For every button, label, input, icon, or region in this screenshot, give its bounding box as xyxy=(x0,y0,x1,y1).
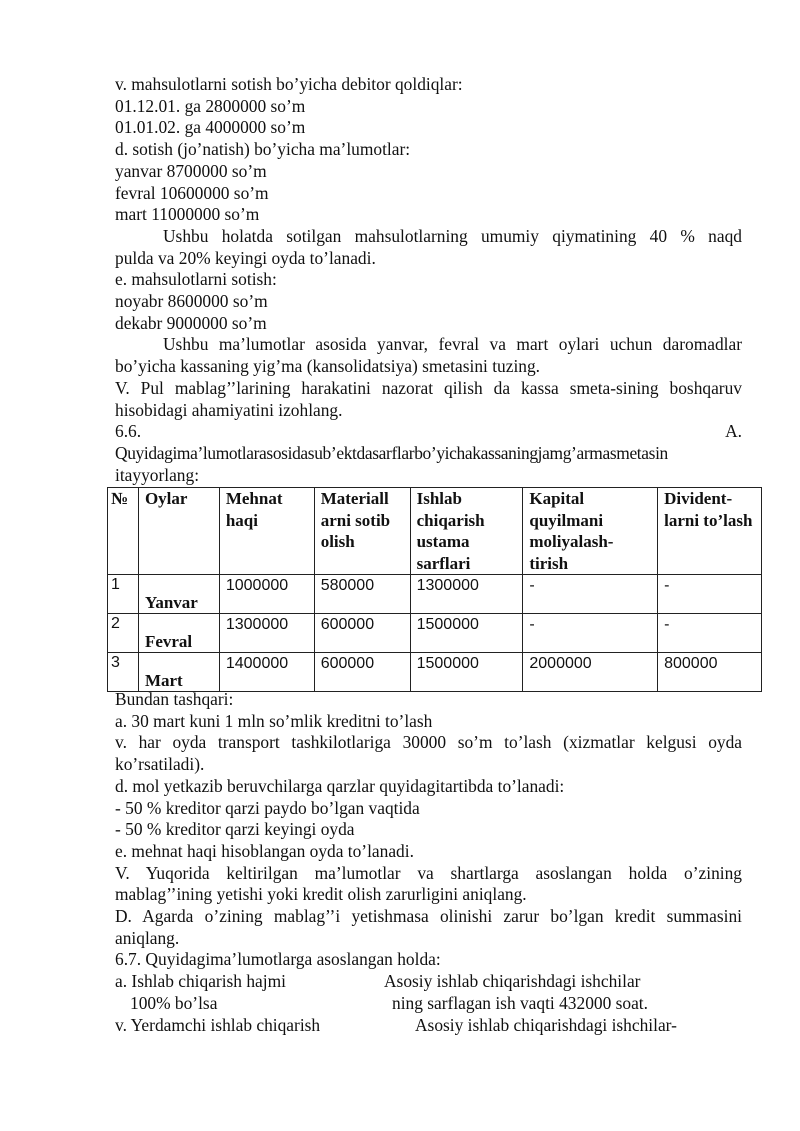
paragraph-line: V. Yuqorida keltirilgan ma’lumotlar va shartlarga asoslangan holda o’zining xyxy=(115,862,742,883)
text-line: a. 30 mart kuni 1 mln so’mlik kreditni to’lash xyxy=(115,710,433,731)
paragraph-line: mablag’’ining yetishi yoki kredit olish zarurligini aniqlang. xyxy=(115,884,527,905)
text-line: mart 11000000 so’m xyxy=(115,204,260,225)
row-number: 3 xyxy=(108,653,139,692)
two-column-line xyxy=(115,971,742,993)
task-heading xyxy=(115,421,742,443)
document-upper-text xyxy=(115,74,742,486)
table-cell: - xyxy=(658,575,762,614)
two-column-line xyxy=(115,1015,742,1037)
table-cell: 2000000 xyxy=(523,653,658,692)
column-header: Mehnat haqi xyxy=(219,488,314,575)
text-line: v. mahsulotlarni sotish bo’yicha debitor qoldiqlar: xyxy=(115,74,463,94)
table-header-row xyxy=(108,488,762,575)
paragraph-line: itayyorlang: xyxy=(115,464,200,485)
column-header: Materiall arni sotib olish xyxy=(314,488,410,575)
paragraph-line: D. Agarda o’zining mablag’’i yetishmasa olinishi zarur bo’lgan kredit summasini xyxy=(115,906,742,927)
column-header: Kapital quyilmani moliyalash-tirish xyxy=(523,488,658,575)
document-lower-text xyxy=(115,689,742,1036)
left-item: 100% bo’lsa xyxy=(130,992,218,1013)
paragraph-line: hisobidagi ahamiyatini izohlang. xyxy=(115,399,343,420)
column-header: Divident-larni to’lash xyxy=(658,488,762,575)
table-cell: 1000000 xyxy=(219,575,314,614)
paragraph-line: bo’yicha kassaning yig’ma (kansolidatsiya) smetasini tuzing. xyxy=(115,356,541,377)
left-item: v. Yerdamchi ishlab chiqarish xyxy=(115,1014,321,1035)
paragraph-line: Quyidagima’lumotlarasosidasub’ektdasarflarbo’yichakassaningjamg’armasmetasin xyxy=(115,442,668,463)
row-number: 2 xyxy=(108,614,139,653)
table-cell: 600000 xyxy=(314,653,410,692)
paragraph-line: V. Pul mablag’’larining harakatini nazorat qilish da kassa smeta-sining boshqaruv xyxy=(115,377,742,398)
month-cell: Mart xyxy=(138,653,219,692)
text-line: d. mol yetkazib beruvchilarga qarzlar quyidagitartibda to’lanadi: xyxy=(115,775,565,796)
right-item: ning sarflagan ish vaqti 432000 soat. xyxy=(392,992,648,1013)
left-item: a. Ishlab chiqarish hajmi xyxy=(115,971,286,992)
table-row xyxy=(108,653,762,692)
month-cell: Fevral xyxy=(138,614,219,653)
task-letter: A. xyxy=(725,421,742,442)
table-cell: 580000 xyxy=(314,575,410,614)
table-cell: - xyxy=(658,614,762,653)
text-line: Bundan tashqari: xyxy=(115,689,234,709)
table-cell: - xyxy=(523,614,658,653)
text-line: noyabr 8600000 so’m xyxy=(115,291,268,312)
table-cell: 1300000 xyxy=(410,575,523,614)
text-line: dekabr 9000000 so’m xyxy=(115,312,267,333)
table-cell: 1500000 xyxy=(410,614,523,653)
table-cell: - xyxy=(523,575,658,614)
text-line: 01.12.01. ga 2800000 so’m xyxy=(115,95,306,116)
column-header: Ishlab chiqarish ustama sarflari xyxy=(410,488,523,575)
text-line: fevral 10600000 so’m xyxy=(115,182,269,203)
column-header: № xyxy=(108,488,139,575)
paragraph-line: ko’rsatiladi). xyxy=(115,754,205,775)
text-line: - 50 % kreditor qarzi paydo bo’lgan vaqtida xyxy=(115,797,420,818)
table-row xyxy=(108,575,762,614)
paragraph-line: Ushbu holatda sotilgan mahsulotlarning umumiy qiymatining 40 % naqd xyxy=(163,225,742,246)
text-line: 6.7. Quyidagima’lumotlarga asoslangan holda: xyxy=(115,949,441,970)
table-cell: 800000 xyxy=(658,653,762,692)
task-number: 6.6. xyxy=(115,421,142,442)
text-line: d. sotish (jo’natish) bo’yicha ma’lumotlar: xyxy=(115,139,411,160)
right-item: Asosiy ishlab chiqarishdagi ishchilar- xyxy=(415,1014,677,1035)
paragraph-line: v. har oyda transport tashkilotlariga 30000 so’m to’lash (xizmatlar kelgusi oyda xyxy=(115,732,742,753)
text-line: yanvar 8700000 so’m xyxy=(115,160,267,181)
table-cell: 1300000 xyxy=(219,614,314,653)
text-line: e. mehnat haqi hisoblangan oyda to’lanadi. xyxy=(115,840,414,861)
paragraph-line: Ushbu ma’lumotlar asosida yanvar, fevral va mart oylari uchun daromadlar xyxy=(163,334,742,355)
right-item: Asosiy ishlab chiqarishdagi ishchilar xyxy=(384,971,641,992)
text-line: e. mahsulotlarni sotish: xyxy=(115,269,277,290)
text-line: 01.01.02. ga 4000000 so’m xyxy=(115,117,306,138)
row-number: 1 xyxy=(108,575,139,614)
paragraph-line: pulda va 20% keyingi oyda to’lanadi. xyxy=(115,247,376,268)
month-cell: Yanvar xyxy=(138,575,219,614)
table-cell: 1400000 xyxy=(219,653,314,692)
column-header: Oylar xyxy=(138,488,219,575)
expense-table xyxy=(107,487,762,692)
table-cell: 600000 xyxy=(314,614,410,653)
table-row xyxy=(108,614,762,653)
text-line: - 50 % kreditor qarzi keyingi oyda xyxy=(115,819,355,840)
table-cell: 1500000 xyxy=(410,653,523,692)
two-column-line xyxy=(115,993,742,1015)
paragraph-line: aniqlang. xyxy=(115,927,180,948)
